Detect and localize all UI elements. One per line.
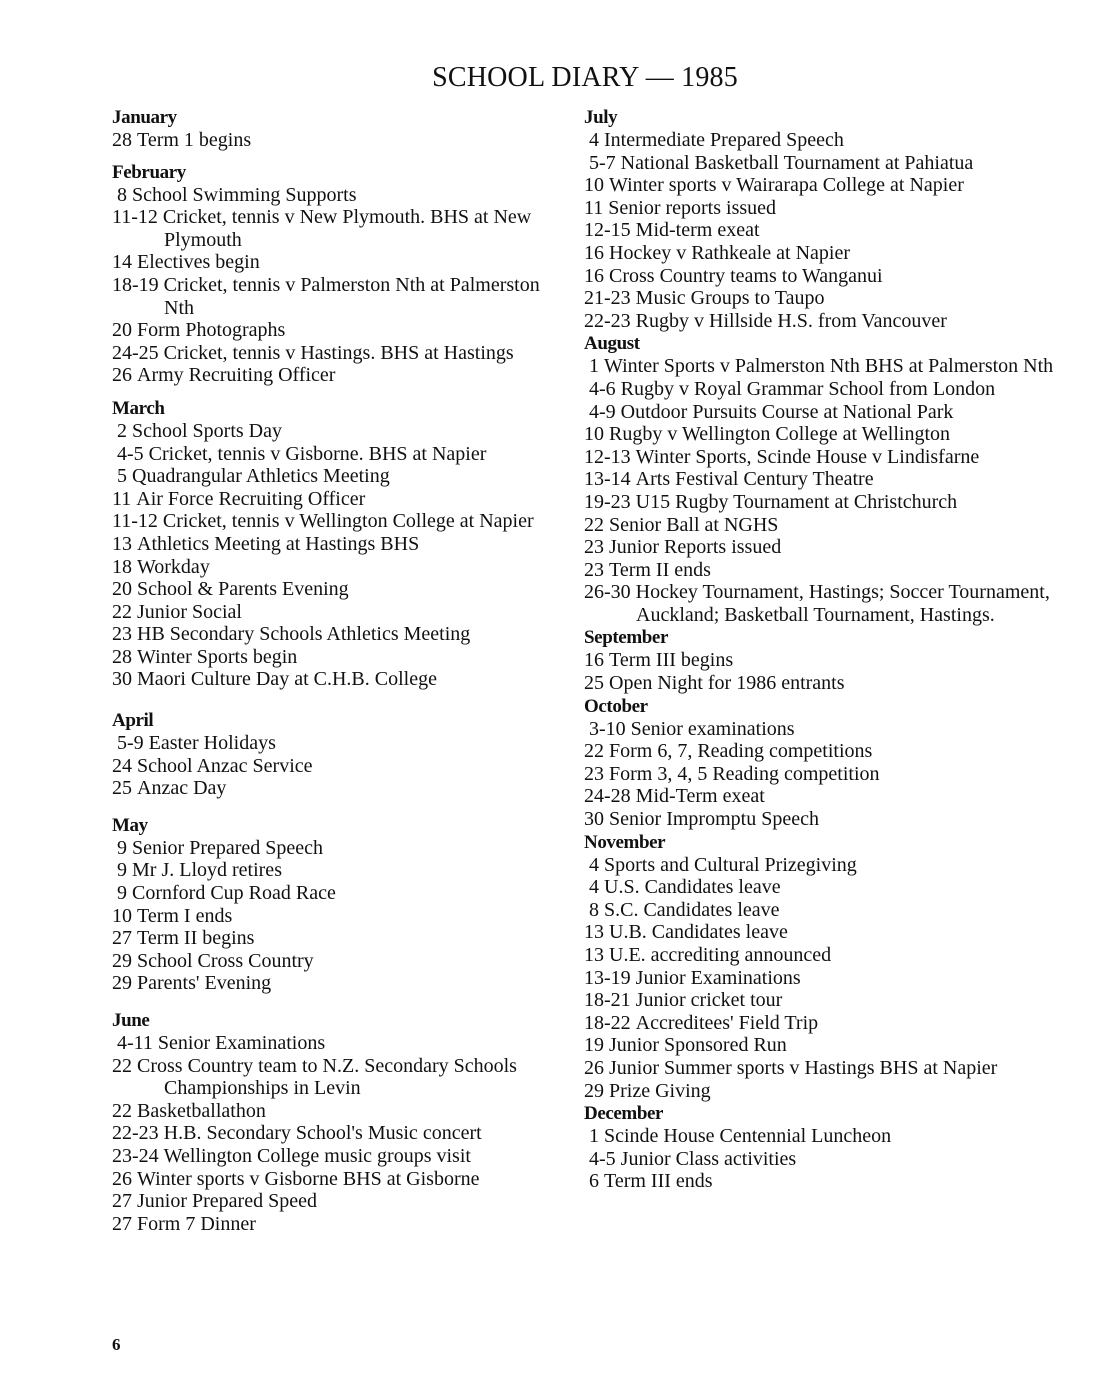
- diary-entry: [584, 1080, 1064, 1103]
- entry-date: 24-25: [112, 341, 159, 364]
- diary-entry: [584, 989, 1064, 1012]
- entry-date: 26-30: [584, 581, 631, 604]
- entry-text: Cross Country team to N.Z. Secondary Schools Championships in Levin: [137, 1054, 517, 1100]
- entry-text: Form 6, 7, Reading competitions: [609, 740, 873, 763]
- diary-entry: [112, 668, 552, 691]
- entry-date: 23: [584, 762, 604, 785]
- diary-entry: [112, 1168, 552, 1191]
- diary-entry: [584, 672, 1064, 695]
- entry-text: Term II begins: [137, 927, 255, 950]
- diary-entry: [584, 921, 1064, 944]
- page-number: 6: [112, 1335, 121, 1354]
- entry-date: 4-5: [584, 1147, 616, 1170]
- diary-entry: [112, 578, 552, 601]
- entry-text: Junior Reports issued: [609, 536, 782, 559]
- diary-entry: [112, 882, 552, 905]
- entry-text: Form 3, 4, 5 Reading competition: [609, 762, 880, 785]
- entry-text: Senior Impromptu Speech: [609, 808, 819, 831]
- diary-entry: [112, 732, 552, 755]
- entry-date: 22: [112, 1099, 132, 1122]
- diary-entry: [584, 514, 1064, 537]
- diary-right-column: [584, 106, 1064, 1193]
- diary-entry: [584, 967, 1064, 990]
- diary-entry: [112, 1055, 552, 1100]
- entry-text: Senior examinations: [630, 717, 795, 740]
- diary-entry: [584, 944, 1064, 967]
- entry-text: Easter Holidays: [148, 732, 276, 755]
- entry-text: Basketballathon: [137, 1099, 266, 1122]
- entry-date: 28: [112, 129, 132, 151]
- entry-date: 4-6: [584, 377, 616, 400]
- entry-date: 22: [584, 513, 604, 536]
- month-heading: February: [112, 161, 186, 183]
- month-section: [584, 1102, 1064, 1193]
- diary-entry: [112, 1032, 552, 1055]
- diary-entry: [584, 355, 1064, 378]
- entry-text: Junior Prepared Speed: [137, 1190, 317, 1213]
- entry-date: 9: [112, 882, 127, 905]
- entry-text: Intermediate Prepared Speech: [604, 129, 844, 151]
- entry-date: 18: [112, 555, 132, 578]
- diary-entry: [112, 420, 552, 443]
- entry-text: Army Recruiting Officer: [137, 364, 336, 387]
- entry-text: Music Groups to Taupo: [635, 287, 825, 310]
- diary-entry: [584, 265, 1064, 288]
- entry-text: HB Secondary Schools Athletics Meeting: [137, 623, 471, 646]
- entry-date: 27: [112, 1190, 132, 1213]
- entry-text: U.E. accrediting announced: [609, 944, 832, 966]
- entry-date: 26: [112, 364, 132, 387]
- month-heading: November: [584, 831, 666, 853]
- entry-text: U.S. Candidates leave: [604, 876, 781, 899]
- entry-text: Form Photographs: [137, 319, 286, 342]
- entry-date: 4-5: [112, 442, 144, 465]
- entry-date: 9: [112, 859, 127, 882]
- entry-date: 18-21: [584, 989, 631, 1012]
- entry-text: Winter Sports begin: [137, 645, 298, 668]
- diary-entry: [584, 401, 1064, 424]
- month-heading: December: [584, 1103, 664, 1125]
- entry-text: Open Night for 1986 entrants: [609, 672, 845, 695]
- diary-entry: [112, 837, 552, 860]
- entry-text: Term II ends: [609, 558, 711, 581]
- entry-date: 5: [112, 465, 127, 488]
- month-section: [112, 397, 552, 691]
- entry-date: 16: [584, 649, 604, 672]
- entry-text: Junior Social: [137, 600, 242, 623]
- entry-date: 13: [584, 944, 604, 966]
- diary-entry: [584, 242, 1064, 265]
- diary-entry: [584, 899, 1064, 922]
- entry-text: Maori Culture Day at C.H.B. College: [137, 668, 437, 691]
- diary-entry: [112, 1122, 552, 1145]
- entry-text: Hockey v Rathkeale at Napier: [609, 241, 851, 264]
- diary-entry: [112, 777, 552, 800]
- entry-text: Wellington College music groups visit: [163, 1144, 471, 1167]
- diary-entry: [584, 287, 1064, 310]
- entry-date: 22-23: [584, 309, 631, 332]
- month-section: [112, 709, 552, 800]
- diary-left-column: [112, 106, 552, 1235]
- diary-entry: [112, 1190, 552, 1213]
- entry-date: 23: [584, 558, 604, 581]
- diary-entry: [584, 491, 1064, 514]
- entry-text: Arts Festival Century Theatre: [635, 468, 874, 491]
- diary-entry: [584, 1125, 1064, 1148]
- entry-date: 24: [112, 754, 132, 777]
- entry-date: 22-23: [112, 1122, 159, 1145]
- month-section: [584, 332, 1064, 626]
- entry-text: Athletics Meeting at Hastings BHS: [137, 532, 420, 555]
- entry-text: National Basketball Tournament at Pahiatua: [620, 151, 974, 174]
- month-section: [112, 106, 552, 152]
- entry-date: 11: [584, 196, 604, 219]
- diary-entry: [584, 536, 1064, 559]
- entry-text: U15 Rugby Tournament at Christchurch: [635, 490, 958, 513]
- entry-text: Senior Prepared Speech: [132, 836, 324, 859]
- entry-date: 23: [112, 623, 132, 646]
- diary-entry: [584, 152, 1064, 175]
- entry-date: 4: [584, 876, 599, 899]
- diary-entry: [112, 443, 552, 466]
- page-title: SCHOOL DIARY — 1985: [432, 62, 738, 93]
- diary-entry: [112, 556, 552, 579]
- entry-text: Cricket, tennis v Wellington College at Napier: [162, 510, 534, 533]
- diary-entry: [584, 876, 1064, 899]
- entry-text: Rugby v Hillside H.S. from Vancouver: [635, 309, 947, 332]
- entry-date: 4-11: [112, 1032, 153, 1054]
- entry-date: 21-23: [584, 287, 631, 310]
- diary-entry: [112, 533, 552, 556]
- month-section: [112, 814, 552, 995]
- entry-text: Term III begins: [609, 649, 734, 672]
- entry-date: 3-10: [584, 717, 626, 740]
- diary-entry: [584, 649, 1064, 672]
- entry-text: Parents' Evening: [137, 972, 272, 995]
- entry-text: Anzac Day: [137, 777, 227, 800]
- month-heading: May: [112, 814, 148, 836]
- diary-entry: [584, 718, 1064, 741]
- entry-date: 11-12: [112, 510, 158, 533]
- entry-text: Electives begin: [137, 251, 260, 274]
- entry-date: 30: [112, 668, 132, 691]
- entry-text: Term 1 begins: [137, 129, 252, 151]
- entry-date: 22: [112, 1054, 132, 1077]
- entry-text: Junior Summer sports v Hastings BHS at Napier: [609, 1056, 998, 1079]
- entry-date: 14: [112, 251, 132, 274]
- diary-entry: [584, 740, 1064, 763]
- entry-date: 13-14: [584, 468, 631, 491]
- entry-date: 28: [112, 645, 132, 668]
- diary-entry: [584, 763, 1064, 786]
- entry-text: Cricket, tennis v Gisborne. BHS at Napier: [148, 442, 487, 465]
- diary-entry: [584, 1012, 1064, 1035]
- diary-entry: [584, 808, 1064, 831]
- entry-date: 4: [584, 129, 599, 151]
- diary-entry: [112, 274, 552, 319]
- entry-text: U.B. Candidates leave: [609, 921, 788, 944]
- entry-date: 4: [584, 853, 599, 876]
- diary-entry: [584, 423, 1064, 446]
- entry-text: Junior Sponsored Run: [609, 1034, 787, 1057]
- entry-date: 20: [112, 319, 132, 342]
- entry-date: 2: [112, 419, 127, 442]
- entry-text: Rugby v Wellington College at Wellington: [609, 423, 951, 446]
- entry-date: 8: [584, 898, 599, 921]
- diary-entry: [584, 446, 1064, 469]
- entry-text: Cricket, tennis v New Plymouth. BHS at New Plymouth: [162, 206, 532, 251]
- diary-entry: [112, 646, 552, 669]
- entry-date: 13: [112, 532, 132, 555]
- diary-entry: [584, 1170, 1064, 1193]
- diary-entry: [584, 785, 1064, 808]
- entry-text: Mr J. Lloyd retires: [132, 859, 282, 882]
- diary-entry: [112, 1213, 552, 1236]
- diary-entry: [584, 129, 1064, 152]
- diary-entry: [584, 1034, 1064, 1057]
- entry-date: 25: [112, 777, 132, 800]
- entry-text: Term III ends: [604, 1170, 713, 1193]
- month-heading: August: [584, 333, 640, 355]
- diary-entry: [584, 197, 1064, 220]
- entry-text: Senior Examinations: [157, 1032, 326, 1054]
- diary-entry: [112, 950, 552, 973]
- diary-entry: [112, 510, 552, 533]
- entry-text: Cricket, tennis v Hastings. BHS at Hastings: [163, 341, 514, 364]
- entry-text: Mid-Term exeat: [635, 785, 765, 808]
- month-heading: March: [112, 397, 165, 419]
- entry-date: 9: [112, 836, 127, 859]
- entry-date: 29: [112, 949, 132, 972]
- diary-entry: [112, 184, 552, 207]
- diary-entry: [112, 755, 552, 778]
- entry-date: 19-23: [584, 490, 631, 513]
- entry-date: 30: [584, 808, 604, 831]
- entry-text: Workday: [137, 555, 210, 578]
- entry-text: School & Parents Evening: [137, 578, 349, 601]
- entry-date: 12-15: [584, 219, 631, 242]
- entry-text: School Anzac Service: [137, 754, 313, 777]
- diary-entry: [112, 364, 552, 387]
- entry-date: 16: [584, 264, 604, 287]
- month-section: [584, 831, 1064, 1103]
- month-section: [584, 106, 1064, 332]
- entry-text: School Sports Day: [132, 419, 282, 442]
- entry-date: 5-9: [112, 732, 144, 755]
- entry-text: H.B. Secondary School's Music concert: [163, 1122, 482, 1145]
- entry-date: 16: [584, 241, 604, 264]
- diary-entry: [584, 378, 1064, 401]
- entry-text: Winter sports v Gisborne BHS at Gisborne: [137, 1167, 480, 1190]
- entry-text: Sports and Cultural Prizegiving: [604, 853, 857, 876]
- diary-entry: [584, 174, 1064, 197]
- entry-date: 6: [584, 1170, 599, 1193]
- entry-date: 1: [584, 355, 599, 378]
- entry-date: 11: [112, 487, 132, 510]
- month-section: [584, 626, 1064, 694]
- entry-date: 11-12: [112, 206, 158, 229]
- entry-date: 12-13: [584, 445, 631, 468]
- diary-entry: [584, 581, 1064, 626]
- entry-text: Mid-term exeat: [635, 219, 760, 242]
- diary-entry: [584, 854, 1064, 877]
- diary-entry: [584, 1148, 1064, 1171]
- entry-date: 18-19: [112, 273, 159, 296]
- entry-date: 18-22: [584, 1011, 631, 1034]
- entry-date: 22: [584, 740, 604, 763]
- entry-text: Prize Giving: [609, 1079, 711, 1102]
- entry-text: Accreditees' Field Trip: [635, 1011, 819, 1034]
- entry-date: 26: [112, 1167, 132, 1190]
- diary-entry: [112, 129, 552, 152]
- entry-date: 25: [584, 672, 604, 695]
- entry-text: Scinde House Centennial Luncheon: [604, 1125, 892, 1148]
- entry-text: Junior Class activities: [620, 1147, 797, 1170]
- diary-entry: [112, 859, 552, 882]
- entry-text: Form 7 Dinner: [137, 1212, 256, 1235]
- entry-date: 19: [584, 1034, 604, 1057]
- entry-date: 4-9: [584, 400, 616, 423]
- entry-date: 5-7: [584, 151, 616, 174]
- entry-text: School Swimming Supports: [132, 183, 357, 206]
- entry-text: Rugby v Royal Grammar School from London: [620, 377, 996, 400]
- diary-entry: [112, 1100, 552, 1123]
- entry-date: 1: [584, 1125, 599, 1148]
- entry-date: 22: [112, 600, 132, 623]
- diary-entry: [112, 465, 552, 488]
- entry-date: 13-19: [584, 966, 631, 989]
- entry-text: Junior cricket tour: [635, 989, 783, 1012]
- diary-entry: [584, 468, 1064, 491]
- entry-date: 13: [584, 921, 604, 944]
- entry-date: 10: [584, 423, 604, 446]
- diary-entry: [112, 319, 552, 342]
- entry-text: S.C. Candidates leave: [604, 898, 780, 921]
- entry-date: 27: [112, 1212, 132, 1235]
- diary-entry: [112, 623, 552, 646]
- entry-date: 10: [584, 174, 604, 197]
- diary-entry: [112, 251, 552, 274]
- entry-text: Quadrangular Athletics Meeting: [132, 465, 390, 488]
- month-heading: July: [584, 107, 618, 128]
- diary-entry: [112, 206, 552, 251]
- month-heading: January: [112, 107, 177, 128]
- entry-date: 23: [584, 536, 604, 559]
- month-heading: October: [584, 695, 648, 717]
- entry-date: 8: [112, 183, 127, 206]
- entry-text: Term I ends: [137, 904, 233, 927]
- diary-entry: [584, 1057, 1064, 1080]
- entry-text: School Cross Country: [137, 949, 314, 972]
- diary-entry: [112, 972, 552, 995]
- diary-entry: [112, 342, 552, 365]
- month-section: [112, 1009, 552, 1235]
- diary-entry: [584, 219, 1064, 242]
- entry-date: 24-28: [584, 785, 631, 808]
- diary-entry: [112, 905, 552, 928]
- entry-text: Cornford Cup Road Race: [132, 882, 336, 905]
- entry-date: 27: [112, 927, 132, 950]
- entry-text: Air Force Recruiting Officer: [136, 487, 366, 510]
- entry-date: 10: [112, 904, 132, 927]
- entry-date: 26: [584, 1056, 604, 1079]
- entry-date: 20: [112, 578, 132, 601]
- diary-entry: [112, 488, 552, 511]
- month-section: [112, 161, 552, 387]
- entry-text: Winter sports v Wairarapa College at Napier: [609, 174, 964, 197]
- entry-text: Cross Country teams to Wanganui: [609, 264, 883, 287]
- diary-entry: [112, 927, 552, 950]
- diary-entry: [112, 1145, 552, 1168]
- entry-date: 29: [112, 972, 132, 995]
- entry-text: Senior reports issued: [608, 196, 777, 219]
- entry-text: Hockey Tournament, Hastings; Soccer Tournament, Auckland; Basketball Tournament, Hastings.: [635, 581, 1050, 626]
- diary-entry: [584, 559, 1064, 582]
- entry-text: Winter Sports, Scinde House v Lindisfarne: [635, 445, 980, 468]
- entry-text: Cricket, tennis v Palmerston Nth at Palmerston Nth: [163, 273, 540, 319]
- month-heading: April: [112, 710, 154, 732]
- month-heading: September: [584, 627, 668, 649]
- entry-text: Junior Examinations: [635, 966, 801, 989]
- entry-date: 23-24: [112, 1144, 159, 1167]
- entry-text: Senior Ball at NGHS: [609, 513, 779, 536]
- entry-date: 29: [584, 1079, 604, 1102]
- diary-entry: [584, 310, 1064, 333]
- month-heading: June: [112, 1010, 150, 1031]
- entry-text: Outdoor Pursuits Course at National Park: [620, 400, 954, 423]
- diary-entry: [112, 601, 552, 624]
- month-section: [584, 695, 1064, 831]
- entry-text: Winter Sports v Palmerston Nth BHS at Palmerston Nth: [604, 355, 1054, 378]
